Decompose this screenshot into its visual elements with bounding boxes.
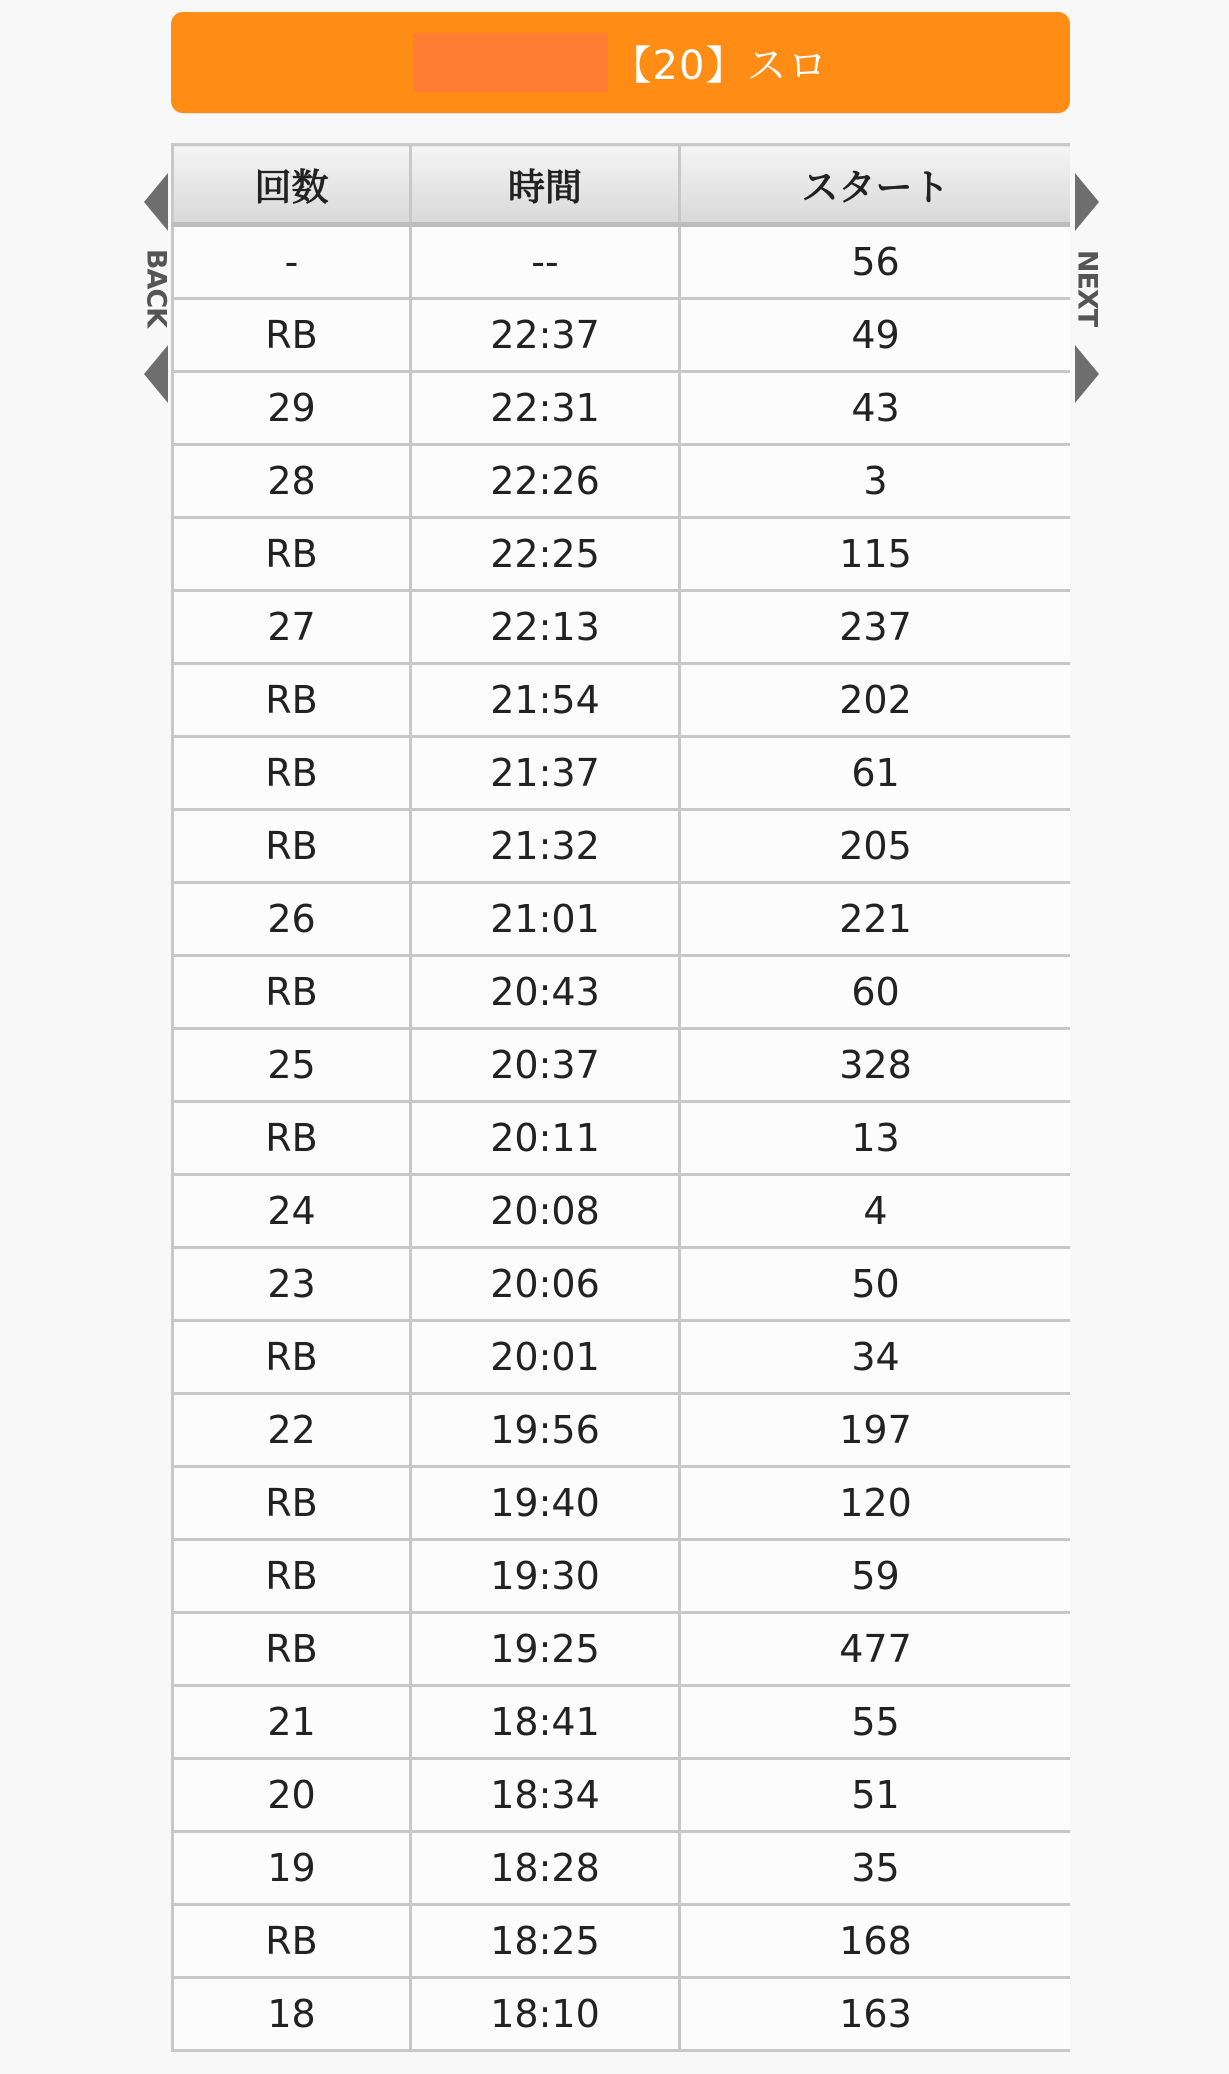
cell-start: 35 (680, 1832, 1071, 1905)
table-row (173, 1540, 1071, 1613)
cell-start: 59 (680, 1540, 1071, 1613)
cell-time: 22:26 (411, 445, 680, 518)
table-row (173, 1394, 1071, 1467)
machine-title-bar (171, 12, 1070, 113)
table-row (173, 1978, 1071, 2051)
cell-time: 18:28 (411, 1832, 680, 1905)
table-row (173, 1759, 1071, 1832)
cell-start: 163 (680, 1978, 1071, 2051)
back-label: BACK (140, 248, 172, 328)
cell-time: 20:08 (411, 1175, 680, 1248)
table-row (173, 1029, 1071, 1102)
table-row (173, 1248, 1071, 1321)
cell-time: 18:41 (411, 1686, 680, 1759)
cell-count: 28 (173, 445, 411, 518)
table-body (173, 225, 1071, 2051)
cell-start: 34 (680, 1321, 1071, 1394)
next-button[interactable] (1073, 173, 1101, 403)
cell-start: 56 (680, 225, 1071, 299)
cell-count: RB (173, 1905, 411, 1978)
cell-time: 21:54 (411, 664, 680, 737)
cell-time: 18:34 (411, 1759, 680, 1832)
cell-start: 202 (680, 664, 1071, 737)
cell-start: 237 (680, 591, 1071, 664)
cell-time: 22:25 (411, 518, 680, 591)
page-title: 【20】スロ (611, 43, 829, 89)
cell-start: 13 (680, 1102, 1071, 1175)
table-row (173, 883, 1071, 956)
cell-count: - (173, 225, 411, 299)
cell-count: 18 (173, 1978, 411, 2051)
redacted-machine-name (413, 33, 608, 92)
cell-start: 50 (680, 1248, 1071, 1321)
cell-time: 21:01 (411, 883, 680, 956)
cell-start: 43 (680, 372, 1071, 445)
cell-count: RB (173, 299, 411, 372)
cell-start: 4 (680, 1175, 1071, 1248)
cell-count: 25 (173, 1029, 411, 1102)
cell-time: 20:06 (411, 1248, 680, 1321)
column-header-start: スタート (680, 145, 1071, 225)
cell-time: 19:30 (411, 1540, 680, 1613)
cell-start: 197 (680, 1394, 1071, 1467)
cell-time: 18:10 (411, 1978, 680, 2051)
table-row (173, 591, 1071, 664)
cell-start: 221 (680, 883, 1071, 956)
cell-start: 3 (680, 445, 1071, 518)
cell-start: 61 (680, 737, 1071, 810)
table-row (173, 664, 1071, 737)
table-row (173, 1905, 1071, 1978)
cell-time: 19:56 (411, 1394, 680, 1467)
table-row (173, 299, 1071, 372)
cell-count: 27 (173, 591, 411, 664)
header-content (413, 33, 829, 92)
cell-count: 24 (173, 1175, 411, 1248)
cell-count: RB (173, 810, 411, 883)
cell-start: 60 (680, 956, 1071, 1029)
cell-count: 19 (173, 1832, 411, 1905)
cell-start: 51 (680, 1759, 1071, 1832)
cell-start: 477 (680, 1613, 1071, 1686)
cell-time: 20:37 (411, 1029, 680, 1102)
table-row (173, 737, 1071, 810)
cell-count: 21 (173, 1686, 411, 1759)
cell-count: RB (173, 737, 411, 810)
cell-start: 205 (680, 810, 1071, 883)
cell-count: RB (173, 1102, 411, 1175)
next-label: NEXT (1071, 249, 1103, 327)
cell-time: 22:37 (411, 299, 680, 372)
table-row (173, 225, 1071, 299)
cell-count: RB (173, 1613, 411, 1686)
cell-count: RB (173, 1321, 411, 1394)
column-header-time: 時間 (411, 145, 680, 225)
table-row (173, 518, 1071, 591)
cell-count: RB (173, 518, 411, 591)
table-row (173, 445, 1071, 518)
table-row (173, 372, 1071, 445)
cell-count: 22 (173, 1394, 411, 1467)
cell-start: 115 (680, 518, 1071, 591)
cell-time: 22:13 (411, 591, 680, 664)
table-row (173, 1467, 1071, 1540)
cell-time: 20:11 (411, 1102, 680, 1175)
table-row (173, 1102, 1071, 1175)
cell-start: 120 (680, 1467, 1071, 1540)
table-row (173, 1321, 1071, 1394)
cell-time: 19:40 (411, 1467, 680, 1540)
cell-time: -- (411, 225, 680, 299)
cell-count: 29 (173, 372, 411, 445)
cell-count: RB (173, 664, 411, 737)
cell-time: 21:32 (411, 810, 680, 883)
table-row (173, 956, 1071, 1029)
table-row (173, 810, 1071, 883)
table-header-row (173, 145, 1071, 225)
cell-time: 20:43 (411, 956, 680, 1029)
bonus-history-table (171, 143, 1070, 2052)
table-row (173, 1175, 1071, 1248)
cell-start: 55 (680, 1686, 1071, 1759)
back-button[interactable] (142, 173, 170, 403)
table-row (173, 1686, 1071, 1759)
cell-time: 22:31 (411, 372, 680, 445)
cell-time: 20:01 (411, 1321, 680, 1394)
history-table-container (171, 143, 1070, 2074)
table-row (173, 1832, 1071, 1905)
cell-start: 168 (680, 1905, 1071, 1978)
cell-time: 18:25 (411, 1905, 680, 1978)
cell-count: 23 (173, 1248, 411, 1321)
cell-count: RB (173, 1467, 411, 1540)
cell-count: RB (173, 1540, 411, 1613)
cell-count: 26 (173, 883, 411, 956)
column-header-count: 回数 (173, 145, 411, 225)
cell-time: 21:37 (411, 737, 680, 810)
cell-time: 19:25 (411, 1613, 680, 1686)
cell-count: 20 (173, 1759, 411, 1832)
cell-start: 49 (680, 299, 1071, 372)
cell-start: 328 (680, 1029, 1071, 1102)
cell-count: RB (173, 956, 411, 1029)
table-row (173, 1613, 1071, 1686)
